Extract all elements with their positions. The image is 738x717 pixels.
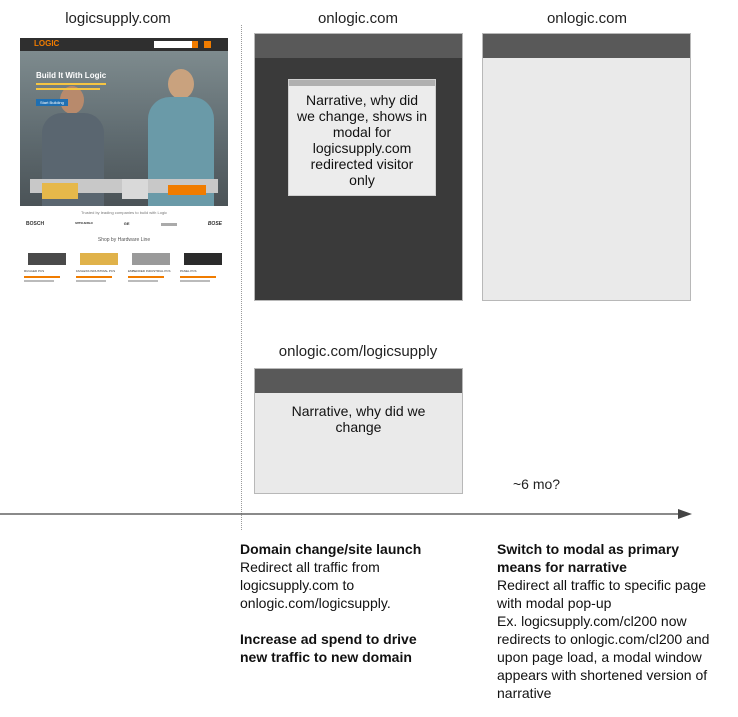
logicsupply-title: logicsupply.com: [65, 10, 171, 27]
hero-person-right: [168, 69, 194, 99]
logicsupply-landing-mockup: [254, 368, 463, 494]
caption-line: Redirect all traffic from: [240, 559, 380, 575]
product-bullet: [24, 280, 54, 282]
thumbnail-navbar: [20, 38, 228, 51]
brand-mitsubishi: MITSUBISHI: [75, 221, 93, 225]
hero-device-orange: [168, 185, 206, 195]
brand-bosch: BOSCH: [26, 221, 45, 227]
onlogic-modal-mockup: [254, 33, 463, 301]
caption-line: onlogic.com/logicsupply.: [240, 595, 391, 611]
caption-switch-to-modal: [497, 540, 735, 702]
timeline-marker-label: ~6 mo?: [513, 476, 561, 492]
product-bullet: [128, 280, 158, 282]
thumbnail-logo: LOGIC: [34, 39, 60, 48]
product-bullet: [76, 276, 112, 278]
thumbnail-search-button: [192, 41, 198, 48]
caption-line: logicsupply.com to: [240, 577, 355, 593]
caption-title: Domain change/site launch: [240, 541, 422, 557]
product-card: [24, 253, 70, 282]
caption-line: with modal pop-up: [497, 595, 612, 611]
caption-title: means for narrative: [497, 559, 627, 575]
caption-title: Increase ad spend to drive: [240, 631, 417, 647]
hero-subtitle-line: [36, 83, 106, 85]
thumbnail-search: [154, 41, 192, 48]
product-card: [128, 253, 174, 282]
hero-button: Start Building: [36, 99, 68, 106]
product-bullet: [24, 276, 60, 278]
product-row: [24, 253, 226, 282]
hero-device-silver: [122, 179, 148, 199]
timeline-arrow: [0, 504, 738, 524]
product-image: [184, 253, 222, 265]
vertical-divider: [241, 25, 242, 530]
product-card: [76, 253, 122, 282]
onlogic-title-right: onlogic.com: [546, 10, 628, 27]
product-card: [180, 253, 226, 282]
caption-line: narrative: [497, 685, 552, 701]
product-image: [80, 253, 118, 265]
hero-subtitle-line2: [36, 88, 100, 90]
product-bullet: [128, 276, 164, 278]
caption-domain-change: [240, 540, 480, 666]
caption-line: upon page load, a modal window: [497, 649, 702, 665]
product-name: FANLESS INDUSTRIAL PCS: [76, 269, 116, 273]
caption-line: Ex. logicsupply.com/cl200 now: [497, 613, 687, 629]
product-name: PANEL PCS: [180, 269, 197, 273]
modal-window: [288, 79, 436, 196]
brand-bose: BOSE: [207, 221, 222, 227]
onlogic-page-mockup: [482, 33, 691, 301]
caption-line: redirects to onlogic.com/cl200 and: [497, 631, 710, 647]
caption-line: Redirect all traffic to specific page: [497, 577, 707, 593]
brand-ge: GE: [123, 221, 130, 226]
landing-narrative-text: Narrative, why did we change: [291, 403, 426, 435]
mockup-header-bar: [483, 34, 690, 58]
brand-row: [26, 221, 222, 227]
thumbnail-hero: [20, 51, 228, 206]
product-name: RUGGED PCS: [24, 269, 45, 273]
onlogic-logicsupply-title: onlogic.com/logicsupply: [278, 343, 438, 360]
logicsupply-thumbnail: [20, 38, 228, 300]
caption-title: new traffic to new domain: [240, 649, 412, 665]
shop-title: Shop by Hardware Line: [97, 237, 151, 243]
mockup-header-bar: [255, 34, 462, 58]
brand-generic: [161, 223, 177, 226]
product-bullet: [180, 280, 210, 282]
product-bullet: [180, 276, 216, 278]
hero-device-yellow: [42, 183, 78, 199]
product-image: [28, 253, 66, 265]
hero-title: Build It With Logic: [36, 71, 107, 80]
trusted-text: Trusted by leading companies to build with Logic: [80, 210, 168, 215]
mockup-header-bar: [255, 369, 462, 393]
product-bullet: [76, 280, 106, 282]
thumbnail-cart-icon: [204, 41, 211, 48]
product-name: EMBEDDED INDUSTRIAL PCS: [128, 269, 171, 273]
onlogic-title-middle: onlogic.com: [317, 10, 399, 27]
caption-title: Switch to modal as primary: [497, 541, 680, 557]
product-image: [132, 253, 170, 265]
modal-narrative-text: Narrative, why did we change, shows in modal for logicsupply.com redirected visitor only: [297, 92, 427, 188]
caption-line: appears with shortened version of: [497, 667, 708, 683]
